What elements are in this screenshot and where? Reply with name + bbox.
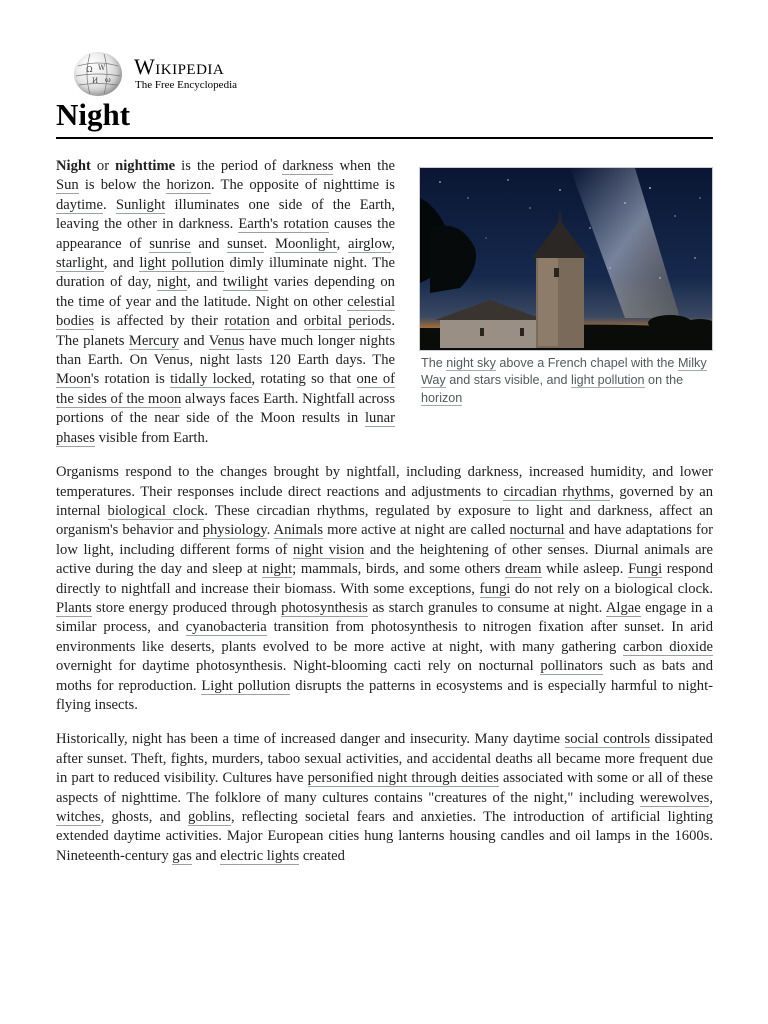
text-run: associated with some or all of these aspects of nighttime. The folklore of many cultures contains "creatures of the night," including [56,770,713,806]
wiki-link[interactable]: darkness [282,158,334,174]
text-run: dimly illuminate night. The duration of day, [56,255,395,291]
wiki-link[interactable]: nocturnal [509,522,565,539]
svg-text:ω: ω [105,76,111,84]
text-run: , and [103,255,140,272]
article-body [56,157,713,881]
title-divider [56,137,713,139]
text-run: , reflecting societal fears and anxieties. The introduction of artificial lighting extended daytime activities. Major European cities hung lanterns housing candles and oil lamps in the 1600s. Nineteenth-century [56,809,714,864]
text-run: when the [333,158,395,174]
text-run: , [336,235,348,252]
text-run: on the [644,373,684,388]
text-run: created [299,847,345,864]
wiki-link[interactable]: werewolves [639,789,710,806]
text-run: ; mammals, birds, and some others [292,561,506,578]
wiki-link[interactable]: celestial bodies [56,293,395,330]
text-run: , ghosts, and [100,809,188,825]
wiki-link[interactable]: circadian rhythms [503,483,611,500]
text-run: and [179,332,209,349]
page-title: Night [56,97,131,132]
text-run: is the period of [175,158,283,174]
wiki-link[interactable]: twilight [222,274,269,291]
text-run: . [263,235,275,252]
text-run: 's rotation is [90,371,171,388]
wiki-link[interactable]: Moonlight [274,235,337,252]
wiki-link[interactable]: carbon dioxide [622,638,713,655]
wiki-link[interactable]: Moon [56,371,91,388]
article-figure [419,167,713,407]
wiki-link[interactable]: Animals [273,522,324,539]
text-run: , [709,789,713,806]
svg-text:И: И [92,77,99,85]
wikipedia-logo[interactable] [74,52,274,96]
text-run: . [103,196,116,213]
wiki-link[interactable]: physiology [202,522,267,539]
wiki-link[interactable]: photosynthesis [281,599,368,616]
svg-text:Ω: Ω [86,65,93,74]
wiki-link[interactable]: starlight [56,255,104,272]
text-run: transition from photosynthesis to nitrogen fixation after sunset. In arid environments like deserts, plants evolved to be more active at night, with many gathering [56,619,713,655]
wiki-link[interactable]: personified night through deities [307,770,499,787]
text-run: and have adaptations for low light, including different forms of [56,522,713,558]
wiki-link[interactable]: light pollution [139,255,225,272]
wiki-link[interactable]: Plants [56,599,92,616]
wiki-link[interactable]: biological clock [107,502,205,519]
text-run: varies depending on the time of year and the latitude. Night on other [56,274,395,310]
wiki-link[interactable]: social controls [564,731,651,748]
bold-term: nighttime [115,158,176,174]
text-run: as starch granules to consume at night. [367,599,606,616]
text-run: , governed by an internal [56,483,713,519]
text-run: and stars visible, and [445,373,572,388]
text-run: do not rely on a biological clock. [510,580,714,597]
text-run: . These circadian rhythms, regulated by exposure to light and darkness, affect an organism's behavior and [56,502,713,539]
text-run: have much longer nights than Earth. On Venus, night lasts 120 Earth days. The [56,332,396,369]
wiki-link[interactable]: night [262,561,293,578]
wiki-link[interactable]: sunrise [149,235,191,252]
text-run: and the heightening of other senses. Diurnal animals are active during the day and sleep at [56,541,713,578]
wiki-link[interactable]: light pollution [571,373,645,388]
wiki-link[interactable]: one of the sides of the moon [56,371,395,407]
text-run: , and [187,274,223,291]
text-run: is affected by their [94,313,225,330]
text-run: such as bats and moths for reproduction. [56,658,713,694]
wiki-link[interactable]: Fungi [628,561,663,578]
wiki-link[interactable]: horizon [421,390,463,405]
text-run: store energy produced through [91,599,282,616]
text-run: and [269,313,304,330]
night-sky-chapel-photo[interactable] [419,167,713,351]
wiki-link[interactable]: Sun [56,177,79,194]
wiki-link[interactable]: sunset [227,235,264,252]
site-name: Wikipedia [134,54,225,79]
wikipedia-globe-icon [74,52,122,96]
wiki-link[interactable]: night sky [446,356,496,370]
wiki-link[interactable]: Mercury [128,332,180,349]
wiki-link[interactable]: horizon [166,177,212,194]
text-run: . [266,522,274,539]
text-run: Organisms respond to the changes brought by nightfall, including darkness, increased humidity, and lower temperatures. Their responses include direct reactions and adjustments to [56,464,713,500]
wiki-link[interactable]: lunar phases [56,410,395,446]
wiki-link[interactable]: fungi [479,580,511,597]
bold-term: Night [56,158,91,174]
wiki-link[interactable]: witches [56,809,101,825]
wiki-link[interactable]: night [157,274,188,291]
text-run: or [90,158,116,174]
text-run: always faces Earth. Nightfall across portions of the near side of the Moon results in [56,390,396,427]
text-run: above a French chapel with the [495,356,678,370]
text-run: illuminates one side of the Earth, leaving the other in darkness. [56,196,396,233]
text-run: disrupts the patterns in ecosystems and is especially harmful to night-flying insects. [56,677,714,713]
organisms-paragraph [56,463,713,715]
text-run: is below the [78,177,167,194]
wiki-link[interactable]: airglow [347,235,392,252]
text-run: Historically, night has been a time of increased danger and insecurity. Many daytime [56,731,565,748]
wiki-link[interactable]: Sunlight [115,196,166,213]
wiki-link[interactable]: orbital periods [303,313,392,330]
history-paragraph [56,730,713,866]
wiki-link[interactable]: Milky Way [421,356,707,388]
wiki-link[interactable]: cyanobacteria [185,619,267,636]
wiki-link[interactable]: electric lights [220,847,300,864]
wiki-link[interactable]: goblins [187,809,231,825]
text-run: more active at night are called [323,522,510,539]
wiki-link[interactable]: night vision [293,541,365,558]
wiki-link[interactable]: rotation [224,313,270,330]
text-run: respond directly to nightfall and increase their biomass. With some exceptions, [56,561,714,597]
text-run: , [391,235,396,252]
wiki-link[interactable]: Earth's rotation [238,216,329,233]
text-run: The [421,356,447,370]
wiki-link[interactable]: pollinators [540,658,603,675]
text-run: . The planets [56,313,395,349]
wiki-link[interactable]: gas [172,847,192,864]
wiki-link[interactable]: dream [505,561,542,578]
figure-caption [419,355,713,407]
wiki-link[interactable]: daytime [56,196,104,213]
text-run: visible from Earth. [94,429,209,446]
text-run: and [190,235,228,252]
text-run: and [191,847,221,864]
text-run: dissipated after sunset. Theft, fights, murders, taboo sexual activities, and accidental deaths all became more frequent due in part to reduced visibility. Cultures have [56,731,713,787]
text-run: , rotating so that [251,371,357,388]
text-run: overnight for daytime photosynthesis. Night-blooming cacti rely on nocturnal [56,658,541,675]
wiki-link[interactable]: tidally locked [170,371,252,388]
site-tagline: The Free Encyclopedia [135,79,238,91]
text-run: causes the appearance of [56,216,395,252]
wiki-link[interactable]: Venus [208,332,245,349]
text-run: engage in a similar process, and [56,599,713,636]
svg-text:W: W [98,64,106,72]
wiki-link[interactable]: Light pollution [201,677,291,694]
text-run: . The opposite of nighttime is [211,177,395,194]
wiki-link[interactable]: Algae [605,599,641,616]
text-run: while asleep. [541,561,629,578]
